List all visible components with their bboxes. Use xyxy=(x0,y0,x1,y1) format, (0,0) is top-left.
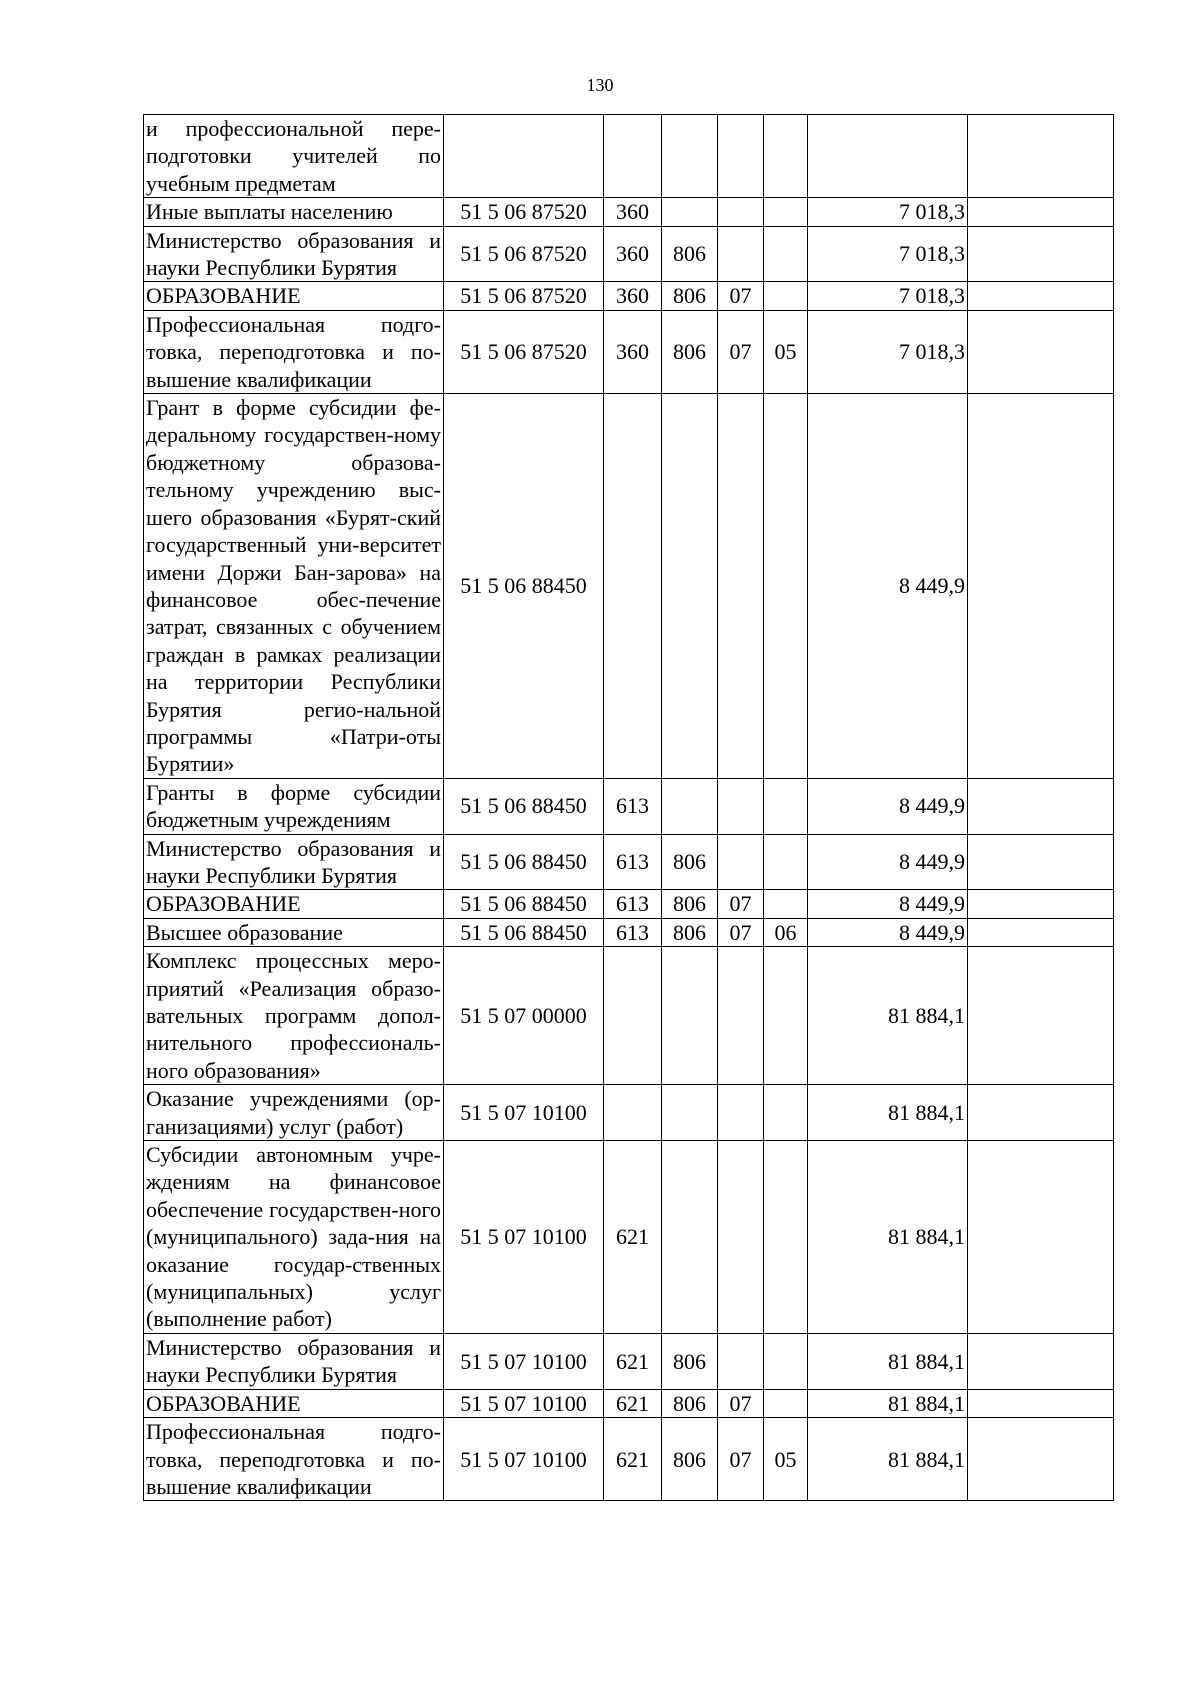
grbs-cell: 806 xyxy=(662,310,718,393)
amount-cell: 81 884,1 xyxy=(808,1141,968,1334)
target-article-cell: 51 5 07 10100 xyxy=(444,1389,604,1417)
subsection-cell: 05 xyxy=(764,310,808,393)
extra-cell xyxy=(968,282,1114,310)
target-article-cell xyxy=(444,115,604,198)
subsection-cell xyxy=(764,1085,808,1141)
table-body xyxy=(144,115,1114,1501)
section-cell: 07 xyxy=(718,1389,764,1417)
section-cell: 07 xyxy=(718,890,764,918)
section-cell xyxy=(718,778,764,834)
amount-cell: 8 449,9 xyxy=(808,394,968,779)
expense-type-cell xyxy=(604,947,662,1085)
target-article-cell: 51 5 06 88450 xyxy=(444,918,604,946)
amount-cell: 81 884,1 xyxy=(808,1389,968,1417)
grbs-cell xyxy=(662,1141,718,1334)
expense-type-cell: 360 xyxy=(604,310,662,393)
row-name-cell: Министерство образования и науки Республики Бурятия xyxy=(144,834,444,890)
extra-cell xyxy=(968,1389,1114,1417)
budget-table xyxy=(143,114,1114,1501)
section-cell: 07 xyxy=(718,282,764,310)
target-article-cell: 51 5 07 10100 xyxy=(444,1141,604,1334)
target-article-cell: 51 5 06 87520 xyxy=(444,282,604,310)
grbs-cell xyxy=(662,394,718,779)
row-name-cell: Субсидии автономным учре-ждениям на финансовое обеспечение государствен-ного (муниципального) зада-ния на оказание государ-ственных (муниципальных) услуг (выполнение работ) xyxy=(144,1141,444,1334)
target-article-cell: 51 5 06 87520 xyxy=(444,310,604,393)
expense-type-cell: 360 xyxy=(604,282,662,310)
target-article-cell: 51 5 06 88450 xyxy=(444,834,604,890)
expense-type-cell: 360 xyxy=(604,226,662,282)
subsection-cell: 06 xyxy=(764,918,808,946)
extra-cell xyxy=(968,1085,1114,1141)
section-cell: 07 xyxy=(718,1418,764,1501)
subsection-cell xyxy=(764,282,808,310)
extra-cell xyxy=(968,115,1114,198)
extra-cell xyxy=(968,394,1114,779)
table-row xyxy=(144,1085,1114,1141)
extra-cell xyxy=(968,834,1114,890)
target-article-cell: 51 5 06 87520 xyxy=(444,198,604,226)
target-article-cell: 51 5 07 10100 xyxy=(444,1418,604,1501)
subsection-cell xyxy=(764,115,808,198)
subsection-cell xyxy=(764,778,808,834)
amount-cell: 7 018,3 xyxy=(808,310,968,393)
subsection-cell xyxy=(764,1389,808,1417)
expense-type-cell xyxy=(604,115,662,198)
grbs-cell: 806 xyxy=(662,226,718,282)
expense-type-cell xyxy=(604,394,662,779)
subsection-cell xyxy=(764,198,808,226)
section-cell xyxy=(718,115,764,198)
expense-type-cell: 613 xyxy=(604,890,662,918)
expense-type-cell: 621 xyxy=(604,1141,662,1334)
grbs-cell: 806 xyxy=(662,1389,718,1417)
extra-cell xyxy=(968,778,1114,834)
amount-cell: 8 449,9 xyxy=(808,890,968,918)
amount-cell: 7 018,3 xyxy=(808,282,968,310)
row-name-cell: Министерство образования и науки Республики Бурятия xyxy=(144,226,444,282)
row-name-cell: Гранты в форме субсидии бюджетным учреждениям xyxy=(144,778,444,834)
section-cell: 07 xyxy=(718,310,764,393)
row-name-cell: Комплекс процессных меро-приятий «Реализация образо-вательных программ допол-нительного профессиональ-ного образования» xyxy=(144,947,444,1085)
section-cell xyxy=(718,394,764,779)
amount-cell xyxy=(808,115,968,198)
subsection-cell xyxy=(764,834,808,890)
section-cell xyxy=(718,226,764,282)
section-cell xyxy=(718,947,764,1085)
extra-cell xyxy=(968,198,1114,226)
subsection-cell xyxy=(764,947,808,1085)
row-name-cell: Грант в форме субсидии фе-деральному государствен-ному бюджетному образова-тельному учреждению выс-шего образования «Бурят-ский государственный уни-верситет имени Доржи Бан-зарова» на финансовое обес-печение затрат, связанных с обучением граждан в рамках реализации на территории Республики Бурятия регио-нальной программы «Патри-оты Бурятии» xyxy=(144,394,444,779)
subsection-cell xyxy=(764,1141,808,1334)
table-row xyxy=(144,1141,1114,1334)
table-row xyxy=(144,890,1114,918)
extra-cell xyxy=(968,1418,1114,1501)
table-row xyxy=(144,226,1114,282)
extra-cell xyxy=(968,890,1114,918)
section-cell xyxy=(718,198,764,226)
expense-type-cell: 613 xyxy=(604,918,662,946)
subsection-cell xyxy=(764,1333,808,1389)
row-name-cell: Министерство образования и науки Республики Бурятия xyxy=(144,1333,444,1389)
expense-type-cell xyxy=(604,1085,662,1141)
table-row xyxy=(144,778,1114,834)
table-row xyxy=(144,1333,1114,1389)
expense-type-cell: 613 xyxy=(604,778,662,834)
table-row xyxy=(144,947,1114,1085)
row-name-cell: ОБРАЗОВАНИЕ xyxy=(144,1389,444,1417)
extra-cell xyxy=(968,226,1114,282)
extra-cell xyxy=(968,918,1114,946)
grbs-cell: 806 xyxy=(662,1333,718,1389)
subsection-cell xyxy=(764,394,808,779)
section-cell: 07 xyxy=(718,918,764,946)
grbs-cell xyxy=(662,198,718,226)
grbs-cell xyxy=(662,115,718,198)
expense-type-cell: 621 xyxy=(604,1418,662,1501)
table-row xyxy=(144,198,1114,226)
row-name-cell: Высшее образование xyxy=(144,918,444,946)
target-article-cell: 51 5 07 10100 xyxy=(444,1085,604,1141)
target-article-cell: 51 5 06 87520 xyxy=(444,226,604,282)
row-name-cell: Оказание учреждениями (ор-ганизациями) услуг (работ) xyxy=(144,1085,444,1141)
target-article-cell: 51 5 06 88450 xyxy=(444,778,604,834)
table-row xyxy=(144,1418,1114,1501)
amount-cell: 7 018,3 xyxy=(808,226,968,282)
section-cell xyxy=(718,1085,764,1141)
section-cell xyxy=(718,1141,764,1334)
row-name-cell: Профессиональная подго-товка, переподготовка и по-вышение квалификации xyxy=(144,1418,444,1501)
table-row xyxy=(144,394,1114,779)
grbs-cell: 806 xyxy=(662,282,718,310)
extra-cell xyxy=(968,947,1114,1085)
extra-cell xyxy=(968,1333,1114,1389)
subsection-cell xyxy=(764,890,808,918)
row-name-cell: ОБРАЗОВАНИЕ xyxy=(144,282,444,310)
row-name-cell: Иные выплаты населению xyxy=(144,198,444,226)
extra-cell xyxy=(968,1141,1114,1334)
grbs-cell xyxy=(662,1085,718,1141)
expense-type-cell: 621 xyxy=(604,1389,662,1417)
target-article-cell: 51 5 07 00000 xyxy=(444,947,604,1085)
row-name-cell: Профессиональная подго-товка, переподготовка и по-вышение квалификации xyxy=(144,310,444,393)
amount-cell: 7 018,3 xyxy=(808,198,968,226)
subsection-cell xyxy=(764,226,808,282)
section-cell xyxy=(718,1333,764,1389)
expense-type-cell: 360 xyxy=(604,198,662,226)
page-number: 130 xyxy=(586,75,614,95)
table-row xyxy=(144,310,1114,393)
expense-type-cell: 621 xyxy=(604,1333,662,1389)
extra-cell xyxy=(968,310,1114,393)
grbs-cell: 806 xyxy=(662,918,718,946)
amount-cell: 81 884,1 xyxy=(808,1333,968,1389)
grbs-cell xyxy=(662,947,718,1085)
amount-cell: 8 449,9 xyxy=(808,834,968,890)
row-name-cell: и профессиональной пере-подготовки учителей по учебным предметам xyxy=(144,115,444,198)
section-cell xyxy=(718,834,764,890)
amount-cell: 8 449,9 xyxy=(808,778,968,834)
target-article-cell: 51 5 06 88450 xyxy=(444,890,604,918)
grbs-cell: 806 xyxy=(662,834,718,890)
row-name-cell: ОБРАЗОВАНИЕ xyxy=(144,890,444,918)
table-row xyxy=(144,834,1114,890)
table-row xyxy=(144,115,1114,198)
table-row xyxy=(144,918,1114,946)
expense-type-cell: 613 xyxy=(604,834,662,890)
amount-cell: 81 884,1 xyxy=(808,947,968,1085)
table-row xyxy=(144,282,1114,310)
grbs-cell: 806 xyxy=(662,1418,718,1501)
target-article-cell: 51 5 06 88450 xyxy=(444,394,604,779)
amount-cell: 81 884,1 xyxy=(808,1085,968,1141)
table-row xyxy=(144,1389,1114,1417)
grbs-cell xyxy=(662,778,718,834)
amount-cell: 8 449,9 xyxy=(808,918,968,946)
amount-cell: 81 884,1 xyxy=(808,1418,968,1501)
subsection-cell: 05 xyxy=(764,1418,808,1501)
grbs-cell: 806 xyxy=(662,890,718,918)
target-article-cell: 51 5 07 10100 xyxy=(444,1333,604,1389)
